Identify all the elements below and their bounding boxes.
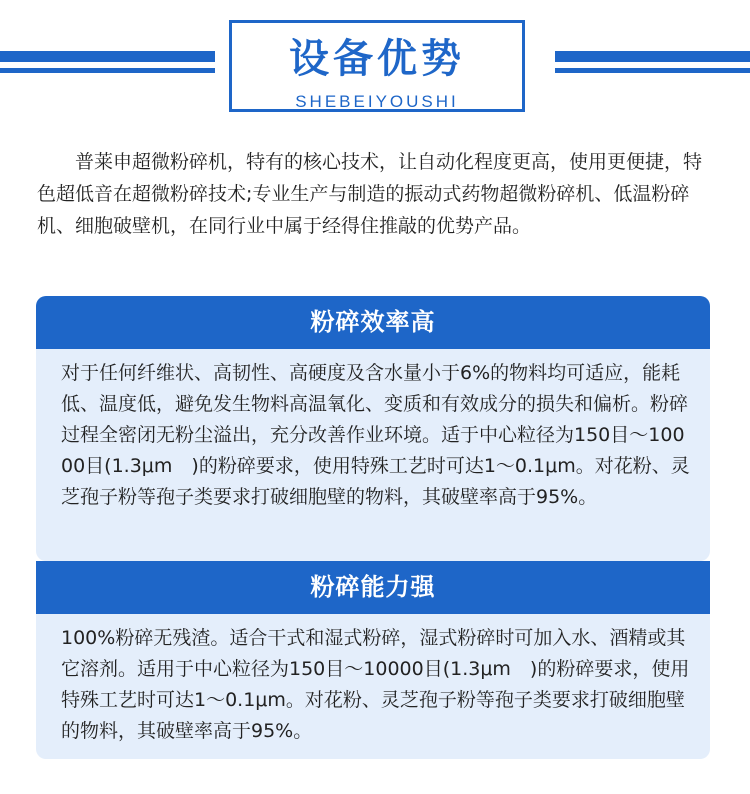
header-bar-left-bottom [0, 68, 215, 73]
header-bar-right-top [555, 51, 750, 62]
page-subtitle: SHEBEIYOUSHI [295, 92, 459, 111]
page-title: 设备优势 [289, 36, 465, 82]
header-bar-left-top [0, 51, 215, 62]
header-bar-right-bottom [555, 68, 750, 73]
intro-paragraph: 普莱申超微粉碎机，特有的核心技术，让自动化程度更高，使用更便捷，特色超低音在超微粉碎技术;专业生产与制造的振动式药物超微粉碎机、低温粉碎机、细胞破壁机，在同行业中属于经得住推敲的优势产品。 [37, 151, 703, 237]
section-body-capacity: 100%粉碎无残渣。适合干式和湿式粉碎，湿式粉碎时可加入水、酒精或其它溶剂。适用于中心粒径为150目～10000目(1.3μm )的粉碎要求，使用特殊工艺时可达1～0.1μm。对花粉、灵芝孢子粉等孢子类要求打破细胞壁的物料，其破壁率高于95%。 [61, 627, 690, 742]
section-body-efficiency: 对于任何纤维状、高韧性、高硬度及含水量小于6%的物料均可适应，能耗低、温度低，避免发生物料高温氧化、变质和有效成分的损失和偏析。粉碎过程全密闭无粉尘溢出，充分改善作业环境。适于中心粒径为150目～10000目(1.3μm )的粉碎要求，使用特殊工艺时可达1～0.1μm。对花粉、灵芝孢子粉等孢子类要求打破细胞壁的物料，其破壁率高于95%。 [61, 362, 690, 508]
header-title-box [229, 20, 525, 112]
section-title-efficiency: 粉碎效率高 [36, 296, 710, 349]
section-title-capacity: 粉碎能力强 [36, 561, 710, 614]
section-card-efficiency [36, 296, 710, 561]
section-card-capacity [36, 561, 710, 759]
